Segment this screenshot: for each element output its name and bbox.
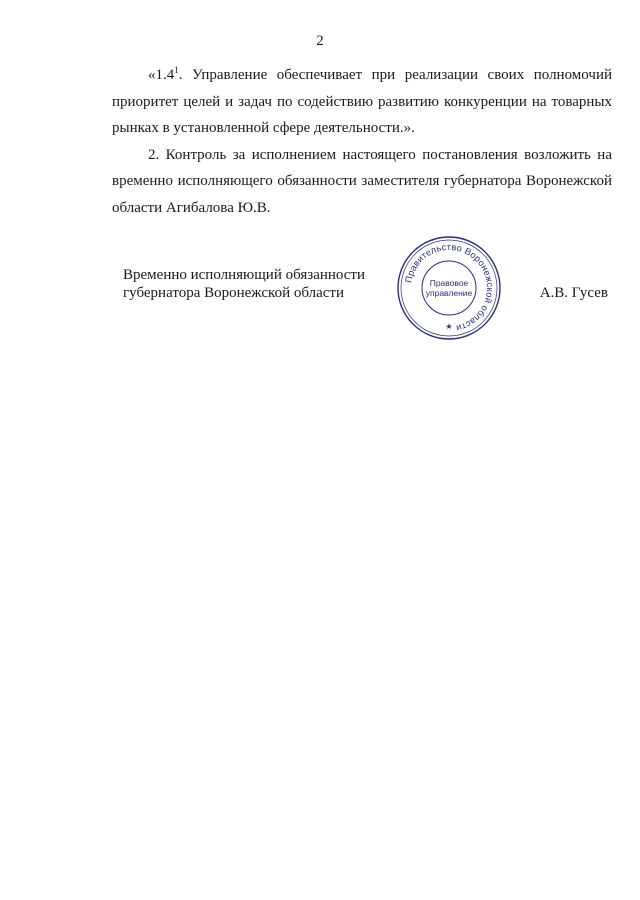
stamp-star-icon: ★	[445, 322, 453, 331]
paragraph-2: 2. Контроль за исполнением настоящего постановления возложить на временно исполняющего обязанности заместителя губернатора Воронежской области Агибалова Ю.В.	[112, 146, 612, 216]
signatory-position	[123, 266, 365, 302]
position-line-1: Временно исполняющий обязанности	[123, 267, 366, 283]
signatory-name: А.В. Гусев	[539, 285, 608, 301]
page-number: 2	[316, 33, 324, 49]
paragraph-1-text: . Управление обеспечивает при реализации своих полномочий приоритет целей и задач по содействию развитию конкуренции на товарных рынках в установленной сфере деятельности.».	[112, 67, 612, 136]
stamp-inner-line-2: управление	[425, 288, 473, 298]
paragraph-1-prefix: «1.4	[148, 67, 175, 83]
paragraph-1-superscript: 1	[174, 65, 179, 75]
paragraph-1	[112, 57, 612, 142]
official-stamp	[396, 235, 502, 341]
document-body	[112, 57, 612, 221]
position-line-2: губернатора Воронежской области	[123, 285, 344, 301]
stamp-inner-line-1: Правовое	[429, 278, 469, 288]
stamp-outer-text: Правительство Воронежской области	[403, 241, 496, 334]
